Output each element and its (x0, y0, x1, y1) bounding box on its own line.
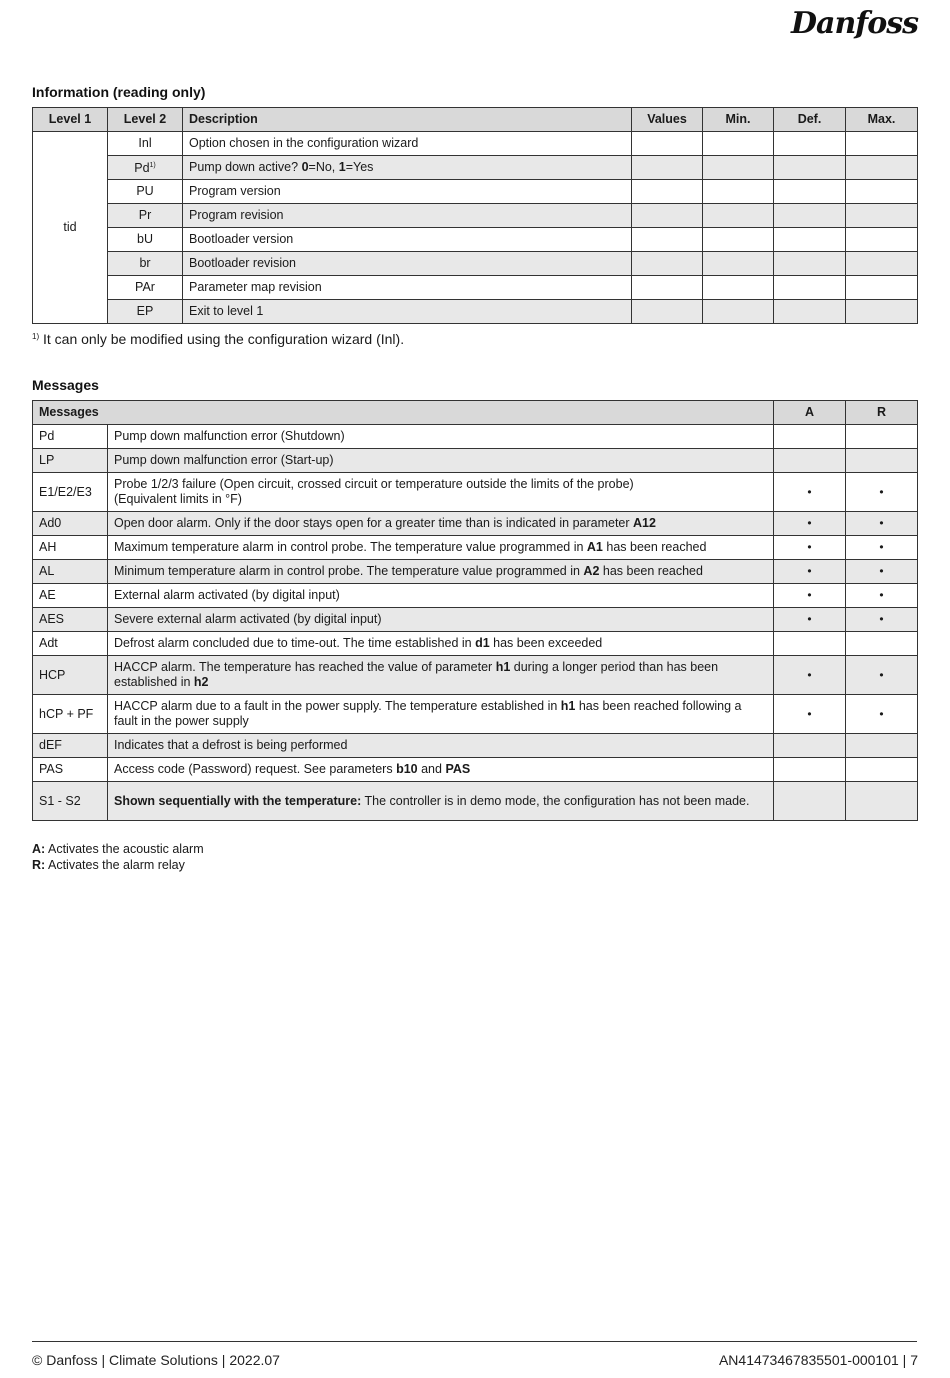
message-code: AH (33, 536, 108, 560)
min-cell (703, 132, 774, 156)
min-cell (703, 276, 774, 300)
level2-cell: Inl (108, 132, 183, 156)
info-footnote (32, 331, 404, 347)
message-row (33, 584, 918, 608)
info-row (33, 300, 918, 324)
info-row (33, 156, 918, 180)
message-row (33, 632, 918, 656)
message-text: Defrost alarm concluded due to time-out. The time established in d1 has been exceeded (108, 632, 774, 656)
level2-cell: Pr (108, 204, 183, 228)
max-cell (846, 132, 918, 156)
message-row (33, 560, 918, 584)
info-row (33, 228, 918, 252)
footnote-mark: 1) (32, 332, 40, 341)
values-cell (632, 132, 703, 156)
alarm-relay-mark (846, 758, 918, 782)
col-header-values: Values (632, 108, 703, 132)
max-cell (846, 300, 918, 324)
def-cell (774, 132, 846, 156)
info-row (33, 276, 918, 300)
min-cell (703, 228, 774, 252)
max-cell (846, 252, 918, 276)
message-code: AL (33, 560, 108, 584)
message-code: Pd (33, 425, 108, 449)
def-cell (774, 228, 846, 252)
acoustic-alarm-mark: • (774, 560, 846, 584)
level2-cell: PAr (108, 276, 183, 300)
legend-item-r: R: Activates the alarm relay (32, 857, 185, 872)
message-text: External alarm activated (by digital input) (108, 584, 774, 608)
alarm-relay-mark (846, 782, 918, 821)
message-row (33, 695, 918, 734)
alarm-relay-mark: • (846, 608, 918, 632)
message-code: hCP + PF (33, 695, 108, 734)
max-cell (846, 276, 918, 300)
footer-right-text: AN41473467835501-000101 | 7 (718, 1352, 918, 1368)
footer-left-text: © Danfoss | Climate Solutions | 2022.07 (32, 1352, 280, 1368)
message-row (33, 425, 918, 449)
acoustic-alarm-mark: • (774, 536, 846, 560)
logo-wordmark: Danfoss (791, 6, 918, 41)
message-text: HACCP alarm. The temperature has reached the value of parameter h1 during a longer period than has been established in h2 (108, 656, 774, 695)
description-cell: Bootloader revision (183, 252, 632, 276)
level2-cell: bU (108, 228, 183, 252)
description-cell: Program version (183, 180, 632, 204)
min-cell (703, 156, 774, 180)
level2-cell: EP (108, 300, 183, 324)
message-row (33, 449, 918, 473)
message-text: Pump down malfunction error (Shutdown) (108, 425, 774, 449)
max-cell (846, 228, 918, 252)
acoustic-alarm-mark: • (774, 695, 846, 734)
description-cell: Option chosen in the configuration wizard (183, 132, 632, 156)
message-code: HCP (33, 656, 108, 695)
message-text: HACCP alarm due to a fault in the power supply. The temperature established in h1 has been reached following a fault in the power supply (108, 695, 774, 734)
message-code: Adt (33, 632, 108, 656)
alarm-relay-mark: • (846, 656, 918, 695)
values-cell (632, 228, 703, 252)
message-text: Severe external alarm activated (by digital input) (108, 608, 774, 632)
values-cell (632, 204, 703, 228)
info-row (33, 204, 918, 228)
message-text: Pump down malfunction error (Start-up) (108, 449, 774, 473)
acoustic-alarm-mark (774, 758, 846, 782)
level2-cell: br (108, 252, 183, 276)
message-row (33, 512, 918, 536)
def-cell (774, 276, 846, 300)
max-cell (846, 180, 918, 204)
messages-table (32, 400, 918, 821)
footer-divider (32, 1341, 917, 1342)
def-cell (774, 204, 846, 228)
values-cell (632, 252, 703, 276)
description-cell: Program revision (183, 204, 632, 228)
max-cell (846, 204, 918, 228)
info-row (33, 180, 918, 204)
acoustic-alarm-mark: • (774, 584, 846, 608)
message-text: Indicates that a defrost is being performed (108, 734, 774, 758)
danfoss-logo (791, 2, 918, 48)
message-code: PAS (33, 758, 108, 782)
def-cell (774, 300, 846, 324)
info-section-title: Information (reading only) (32, 84, 206, 100)
message-row (33, 758, 918, 782)
message-text: Shown sequentially with the temperature: The controller is in demo mode, the configuration has not been made. (108, 782, 774, 821)
alarm-relay-mark: • (846, 473, 918, 512)
min-cell (703, 252, 774, 276)
message-code: E1/E2/E3 (33, 473, 108, 512)
alarm-relay-mark: • (846, 695, 918, 734)
message-code: dEF (33, 734, 108, 758)
level2-cell: Pd$^{1)}$ (108, 156, 183, 180)
alarm-relay-mark: • (846, 560, 918, 584)
messages-section-title: Messages (32, 377, 99, 393)
message-code: Ad0 (33, 512, 108, 536)
min-cell (703, 300, 774, 324)
message-row (33, 608, 918, 632)
max-cell (846, 156, 918, 180)
acoustic-alarm-mark: • (774, 512, 846, 536)
values-cell (632, 276, 703, 300)
description-cell: Exit to level 1 (183, 300, 632, 324)
min-cell (703, 204, 774, 228)
message-text: Maximum temperature alarm in control probe. The temperature value programmed in A1 has been reached (108, 536, 774, 560)
acoustic-alarm-mark (774, 632, 846, 656)
col-header-min: Min. (703, 108, 774, 132)
col-header-level2: Level 2 (108, 108, 183, 132)
acoustic-alarm-mark (774, 734, 846, 758)
message-code: LP (33, 449, 108, 473)
alarm-relay-mark: • (846, 536, 918, 560)
values-cell (632, 300, 703, 324)
message-row (33, 782, 918, 821)
values-cell (632, 156, 703, 180)
col-header-max: Max. (846, 108, 918, 132)
acoustic-alarm-mark (774, 782, 846, 821)
def-cell (774, 180, 846, 204)
info-row (33, 132, 918, 156)
col-header-r: R (846, 401, 918, 425)
description-cell: Bootloader version (183, 228, 632, 252)
def-cell (774, 252, 846, 276)
messages-header-row (33, 401, 918, 425)
footnote-text: It can only be modified using the configuration wizard (Inl). (43, 331, 405, 347)
message-row (33, 473, 918, 512)
info-header-row (33, 108, 918, 132)
alarm-relay-mark (846, 449, 918, 473)
alarm-relay-mark (846, 632, 918, 656)
acoustic-alarm-mark (774, 425, 846, 449)
col-header-a: A (774, 401, 846, 425)
level2-cell: PU (108, 180, 183, 204)
alarm-relay-mark (846, 425, 918, 449)
message-code: AE (33, 584, 108, 608)
footnote-ref: 1) (149, 162, 156, 170)
message-code: AES (33, 608, 108, 632)
def-cell (774, 156, 846, 180)
acoustic-alarm-mark: • (774, 473, 846, 512)
col-header-description: Description (183, 108, 632, 132)
min-cell (703, 180, 774, 204)
col-header-messages: Messages (33, 401, 774, 425)
values-cell (632, 180, 703, 204)
level1-cell: tid (33, 132, 108, 324)
message-row (33, 656, 918, 695)
message-text: Open door alarm. Only if the door stays open for a greater time than is indicated in parameter A12 (108, 512, 774, 536)
message-row (33, 734, 918, 758)
acoustic-alarm-mark: • (774, 608, 846, 632)
message-text: Minimum temperature alarm in control probe. The temperature value programmed in A2 has been reached (108, 560, 774, 584)
message-code: S1 - S2 (33, 782, 108, 821)
description-cell: Pump down active? 0=No, 1=Yes (183, 156, 632, 180)
acoustic-alarm-mark: • (774, 656, 846, 695)
message-row (33, 536, 918, 560)
alarm-relay-mark: • (846, 512, 918, 536)
messages-legend (32, 842, 204, 873)
message-text: Probe 1/2/3 failure (Open circuit, crossed circuit or temperature outside the limits of the probe) (Equivalent limits in °F) (108, 473, 774, 512)
info-table (32, 107, 918, 324)
message-text: Access code (Password) request. See parameters b10 and PAS (108, 758, 774, 782)
legend-item-a: A: Activates the acoustic alarm (32, 842, 204, 856)
description-cell: Parameter map revision (183, 276, 632, 300)
alarm-relay-mark (846, 734, 918, 758)
col-header-def: Def. (774, 108, 846, 132)
info-row (33, 252, 918, 276)
alarm-relay-mark: • (846, 584, 918, 608)
col-header-level1: Level 1 (33, 108, 108, 132)
acoustic-alarm-mark (774, 449, 846, 473)
